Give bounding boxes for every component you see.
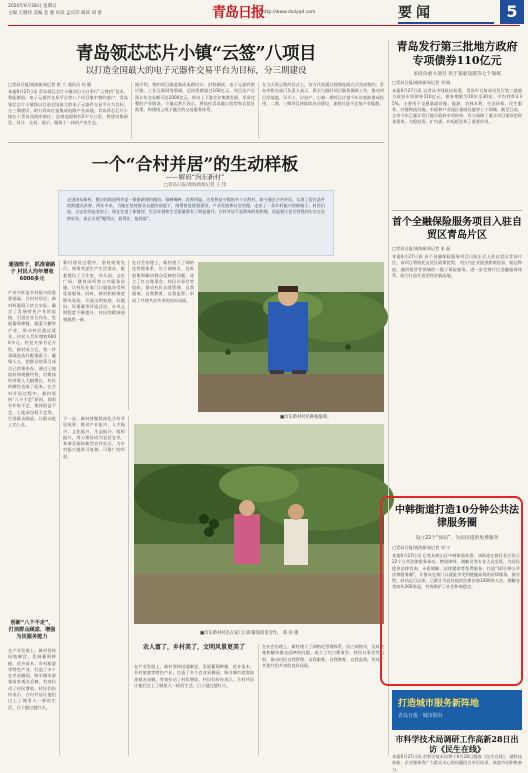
ad-title: 打造城市服务新阵地: [398, 699, 480, 709]
lead-column-3: 在当天的云签约仪式上，各方代表通过视频连线方式完成签约。青岛市相关部门负责人表示，将全力做好项目服务保障工作，推动项目早落地、早开工、早投产。小镇一期项目计划今年年底前建成投用，二期、三期项目将陆续启动建设，加快打造千亿级产业集群。: [262, 82, 384, 106]
newspaper-logo: 青岛日报: [212, 5, 264, 21]
legal-service-title: 中韩街道打造10分钟公共法律服务圈: [395, 505, 519, 529]
feature-middle-column: 新村建设过程中，坚持规划先行，统筹考虑生产生活需求，配套建设了卫生室、幼儿园、文化广场、健身场所等公共服务设施，让村民在家门口就能享受到优质服务。同时，新村积极推进移风易俗，开展文明家庭、好媳妇、好婆婆等评选活动，乡风文明程度不断提升，村民的精神面貌焕然一新。: [63, 260, 125, 322]
legal-service-subtitle: 设立22个“驿站”，为居民提供免费服务: [415, 536, 499, 541]
lead-column-1: 本报6月27日讯 青岛领芯芯片小镇项目今日举行“云签约”仪术，智能制造、电子元器件交易平台等八个项目集中签约落户，青岛领芯芯片小镇将以打造全国最大的电子元器件交易平台为目标，分三期建设，助力青岛打造集成电路产业高地。青岛领芯芯片小镇位于青岛西海岸新区，总规划面积约2平方公里，将建设集研发、设计、交易、展示、服务于一体的产业生态。: [8, 89, 128, 126]
column-divider: [59, 260, 60, 756]
photo-vineyard-work: [134, 424, 384, 624]
column-divider: [131, 82, 132, 139]
feature-intro-box: [58, 190, 334, 256]
insurance-title: 首个全融保险服务项目入驻自贸区青岛片区: [392, 217, 522, 241]
lead-column-2: 据介绍，签约项目涵盖集成电路设计、封装测试、电子元器件供应链、工业互联网等领域，总投资额超过100亿元。项目达产后预计年交易额可达1000亿元，带动上下游企业集聚发展，形成完整的产业链条。小镇运营方表示，将依托青岛港口优势和自贸区政策，构建线上线下融合的交易服务体系。: [135, 82, 255, 113]
editors-line: 主编 王晓伟 美编 金 强 审读 孟庆洋 阅读 胡 蕾: [8, 11, 102, 16]
section-label: 要闻: [398, 2, 494, 24]
section-rule: [8, 142, 384, 143]
lead-subtitle: 以打造全国最大的电子元器件交易平台为目标，分三期建设: [85, 66, 307, 76]
feature-middle-column-3: 下一步，新村将继续深化合村并居成果，推动产业振兴、人才振兴、文化振兴、生态振兴、组织振兴，努力建设成为宜居宜业、和谐美丽的新型农村社区，为乡村振兴提供可复制、可推广的经验。: [63, 416, 125, 459]
feature-title: 一个“合村并居”的生动样板: [91, 155, 299, 175]
photo-vineyard-caption: ■泃东新村村民在家门口的葡萄园里劳作。 郑 培 摄: [200, 631, 299, 636]
lead-byline: □青岛日报/观海新闻记者 崔 兰 通讯员 孙 健: [8, 82, 92, 87]
ad-subtitle: 青岛日报 · 城市阳台: [398, 713, 443, 719]
column-divider: [258, 644, 259, 756]
feature-bottom-column-2: 在社会治理上，新村建立了网格化管理体系，设立网格员，及时收集和解决群众反映的问题。成立了红白理事会、村民议事会等组织，推动村民自我管理、自我服务、自我教育、自我监督，形成了共建共治共享的良好局面。: [262, 644, 384, 668]
feature-middle-column-2: 在社会治理上，新村建立了网格化管理体系，设立网格员，及时收集和解决群众反映的问题。成立了红白理事会、村民议事会等组织，推动村民自我管理、自我服务、自我教育、自我监督，形成了共建共治共享的良好局面。: [132, 260, 194, 303]
section-rule: [392, 210, 522, 211]
insurance-byline: □青岛日报/观海新闻记者 张 晶: [392, 246, 451, 251]
feature-left-column: 产业兴旺是乡村振兴的重要基础。合村并居后，新村两委班子结合实际，确定了发展特色产业的思路，引进农业合作社，发展葡萄种植、蔬菜大棚等产业，带动村民就近就业，村民人均年增收6000多元。村党支部书记介绍，新村成立后，第一件事就是选好配强班子，凝聚人心，把群众的事当成自己的事来办。通过土地流转和规模经营，村集体经济收入大幅增长，村民的腰包也鼓了起来。在合村并居过程中，新村坚持“八个不走”原则，即原有补贴不走、集体收益不走、土地承包权不走等，打消群众顾虑，让群众吃上定心丸。: [8, 290, 56, 428]
feature-byline: □青岛日报/观海新闻记者 王 伟: [163, 183, 227, 188]
feature-deck-3: 农人富了，乡村美了，文明风景更美了: [142, 644, 245, 651]
feature-left-column-cont: 在产业发展上，新村坚持因地制宜，发展葡萄种植、花卉苗木、乡村旅游等特色产业，打造了多个农业采摘园，吸引城市游客前来观光采摘，有效拉动了村民增收。村民们纷纷表示，合村并居让他们过上了城里人一样的生活，日子越过越红火。: [8, 648, 56, 710]
tech-bureau-title: 市科学技术局调研工作高新28日出访《民生在线》: [395, 734, 519, 754]
photo-grape-farmer: [198, 262, 384, 412]
bonds-text: 本报6月27日讯 记者从市财政局获悉，青岛市日前成功发行第三批地方政府专项债券110亿元，债券期限为10年至30年，平均利率3.35%，主要用于交通基础设施、能源、农林水利、生态环保、民生服务、冷链物流设施、市政和产业园区基础设施等七个领域。截至目前，全市今年已累计发行地方政府专项债券，有力保障了重点项目建设的资金需求，为稳投资、扩内需、补短板发挥了重要作用。: [392, 88, 522, 125]
insurance-text: 本报6月27日讯 首个金融保险服务项目日前正式入驻自贸区青岛片区，该项目将依托自贸区政策优势，为区内企业提供跨境贸易、航运物流、融资租赁等领域的一揽子保险服务，进一步完善片区金融服务体系，助力打造开放型经济新高地。: [392, 254, 522, 278]
site-url[interactable]: http://www.dailyqd.com: [262, 10, 316, 15]
feature-intro-text: 走进泃东新村，整洁的街道两旁是一排排新建的楼房，绿树掩映，花香四溢。这里曾是分散的多个自然村，如今通过合村并居，实现了居住条件的跨越式改善。两年多来，当地在坚持群众自愿的前提下，统筹推进规划建设、产业发展和社会治理，走出了一条乡村振兴的新路子。村民们说，过去住的是老房子，现在住进了新楼房，生活环境和生活质量都有了明显提升。合村并居不是简单的拆和建，而是要让老百姓得到实实在在的好处，真正实现“搬得出、稳得住、能致富”。: [67, 197, 325, 221]
column-divider: [258, 82, 259, 139]
photo-vineyard-image: [134, 424, 384, 624]
photo-grape-farmer-image: [198, 262, 384, 412]
lead-title: 青岛领芯芯片小镇“云签”八项目: [75, 44, 317, 64]
feature-deck-2: 创新“八个不走”，打消群众顾虑、增强为民服务能力: [8, 620, 56, 640]
photo-grape-farmer-caption: ■泃东新村村民种植葡萄。: [280, 415, 332, 420]
page-number: 5: [500, 0, 524, 24]
tech-bureau-text: 本报6月27日讯 市科学技术局将于6月28日做客《民生在线》，就科技创新、企业服务等广大群众关心的问题回应市民诉求，欢迎市民积极参与。: [392, 754, 522, 772]
column-divider: [128, 260, 129, 410]
legal-service-text: 本报6月27日讯 记者从崂山区中韩街道获悉，该街道在辖区社区设立22个公共法律服务驿站，聘请律师、调解员等专业人员坐班，为居民提供法律咨询、矛盾调解、法律援助等免费服务，打造“10分钟公共法律服务圈”，让群众在家门口就能享受到便捷高效的法律服务。据介绍，驿站运行以来，已累计为居民提供法律咨询1000余人次，调解各类纠纷200余起，有效维护了社会和谐稳定。: [392, 553, 520, 590]
advertisement-banner[interactable]: [392, 690, 522, 730]
header-rule: [8, 25, 520, 26]
legal-service-byline: □青岛日报/观海新闻记者 刘 宁: [392, 545, 451, 550]
feature-subtitle: ——解码“泃东新村”: [165, 173, 225, 181]
bonds-subtitle: 多投向重大项目 用于基础设施等七个领域: [413, 72, 501, 77]
feature-bottom-column: 在产业发展上，新村坚持因地制宜，发展葡萄种植、花卉苗木、乡村旅游等特色产业，打造了多个农业采摘园，吸引城市游客前来观光采摘，有效拉动了村民增收。村民们纷纷表示，合村并居让他们过上了城里人一样的生活，日子越过越红火。: [134, 664, 254, 688]
issue-date: 2020年6月28日 星期日: [8, 4, 57, 9]
feature-deck-1: 建强班子，抓准富路子 村民人均年增收6000多元: [8, 262, 56, 282]
bonds-byline: □青岛日报/观海新闻记者 刘 晓: [392, 80, 451, 85]
bonds-title: 青岛发行第三批地方政府专项债券110亿元: [396, 40, 518, 67]
page-header: [0, 0, 528, 36]
column-divider: [128, 416, 129, 756]
